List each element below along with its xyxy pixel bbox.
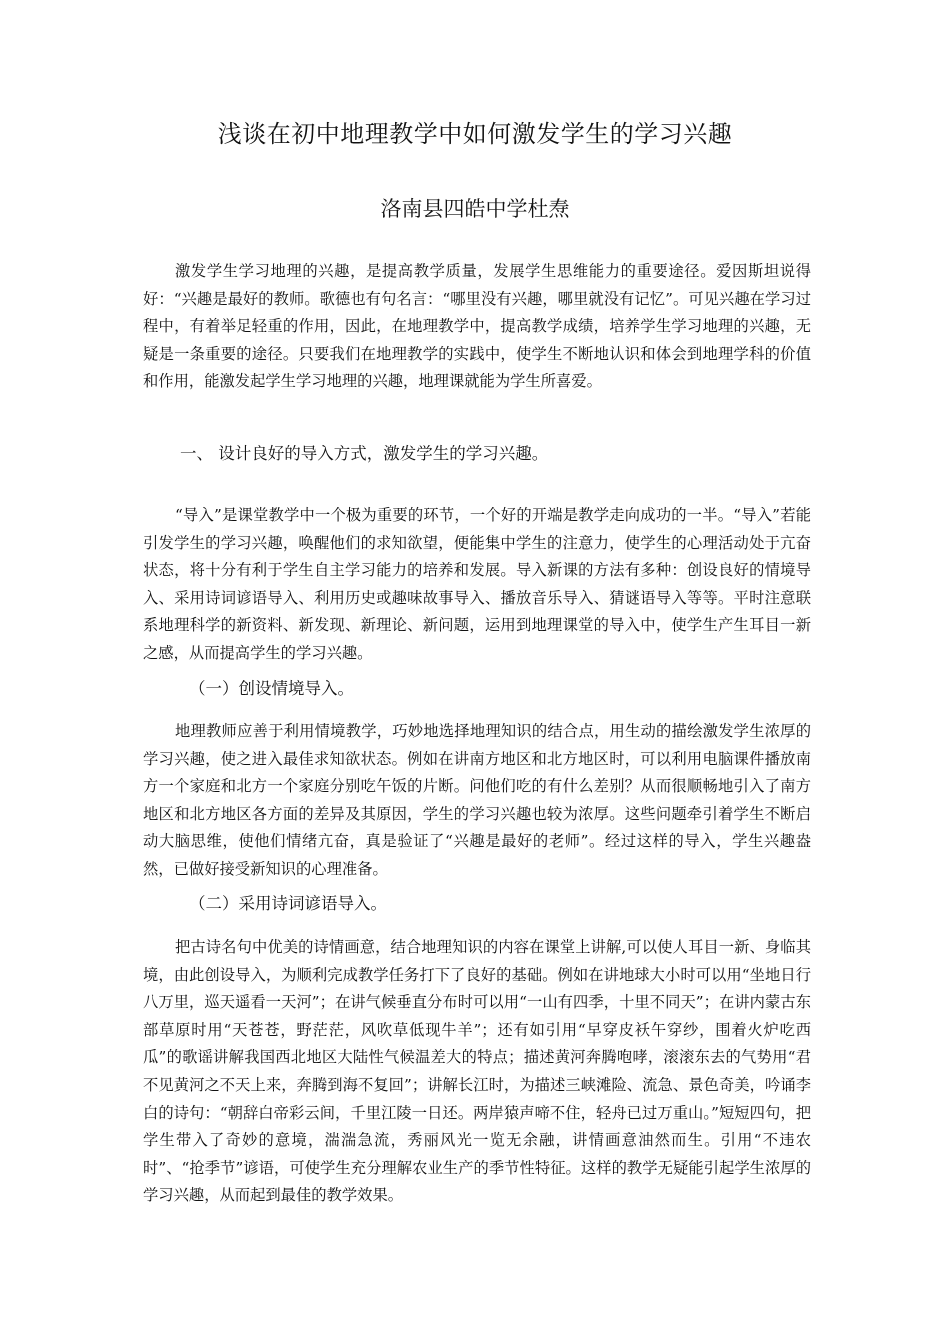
subsection-1-paragraph: 地理教师应善于利用情境教学，巧妙地选择地理知识的结合点，用生动的描绘激发学生浓厚的学习兴趣，使之进入最佳求知欲状态。例如在讲南方地区和北方地区时，可以利用电脑课件播放南方一个家庭和北方一个家庭分别吃午饭的片断。问他们吃的有什么差别？从而很顺畅地引入了南方地区和北方地区各方面的差异及其原因，学生的学习兴趣也较为浓厚。这些问题牵引着学生不断启动大脑思维，使他们情绪亢奋，真是验证了“兴趣是最好的老师”。经过这样的导入，学生兴趣盎然，已做好接受新知识的心理准备。 [143,722,811,878]
subsection-2-paragraph: 把古诗名句中优美的诗情画意，结合地理知识的内容在课堂上讲解,可以使人耳目一新、身临其境，由此创设导入，为顺利完成教学任务打下了良好的基础。例如在讲地球大小时可以用“坐地日行八万里，巡天遥看一天河”；在讲气候垂直分布时可以用“一山有四季，十里不同天”；在讲内蒙古东部草原时用“天苍苍，野茫茫，风吹草低现牛羊”；还有如引用“早穿皮袄午穿纱，围着火炉吃西瓜”的歌谣讲解我国西北地区大陆性气候温差大的特点；描述黄河奔腾咆哮，滚滚东去的气势用“君不见黄河之不天上来，奔腾到海不复回”；讲解长江时，为描述三峡滩险、流急、景色奇美，吟诵李白的诗句：“朝辞白帝彩云间，千里江陵一日还。两岸猿声啼不住，轻舟已过万重山。”短短四句，把学生带入了奇妙的意境，湍湍急流，秀丽风光一览无余融，讲情画意油然而生。引用“不违农时”、“抢季节”谚语，可使学生充分理解农业生产的季节性特征。这样的教学无疑能引起学生浓厚的学习兴趣，从而起到最佳的教学效果。 [143,938,811,1205]
section-1-paragraph: “导入”是课堂教学中一个极为重要的环节，一个好的开端是教学走向成功的一半。“导入”若能引发学生的学习兴趣，唤醒他们的求知欲望，便能集中学生的注意力，使学生的心理活动处于亢奋状态，将十分有利于学生自主学习能力的培养和发展。导入新课的方法有多种：创设良好的情境导入、采用诗词谚语导入、利用历史或趣味故事导入、播放音乐导入、猜谜语导入等等。平时注意联系地理科学的新资料、新发现、新理论、新问题，运用到地理课堂的导入中，使学生产生耳目一新之感，从而提高学生的学习兴趣。 [143,506,811,662]
section-heading-1: 一、 设计良好的导入方式，激发学生的学习兴趣。 [180,444,549,463]
subsection-heading-2: （二）采用诗词谚语导入。 [189,894,387,913]
subsection-heading-1: （一）创设情境导入。 [189,679,354,698]
intro-paragraph: 激发学生学习地理的兴趣，是提高教学质量，发展学生思维能力的重要途径。爱因斯坦说得好：“兴趣是最好的教师。歌德也有句名言：“哪里没有兴趣，哪里就没有记忆”。可见兴趣在学习过程中，有着举足轻重的作用，因此，在地理教学中，提高教学成绩，培养学生学习地理的兴趣，无疑是一条重要的途径。只要我们在地理教学的实践中，使学生不断地认识和体会到地理学科的价值和作用，能激发起学生学习地理的兴趣，地理课就能为学生所喜爱。 [143,262,811,391]
document-author: 洛南县四皓中学杜焘 [380,197,570,221]
document-title: 浅谈在初中地理教学中如何激发学生的学习兴趣 [217,120,733,148]
